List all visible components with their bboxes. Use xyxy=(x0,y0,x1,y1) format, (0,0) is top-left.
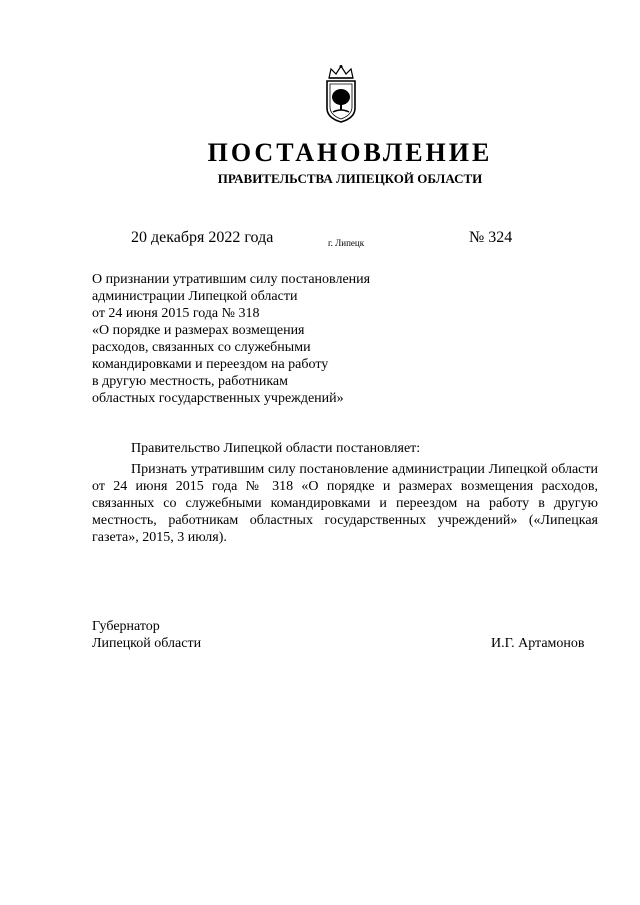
signer-position-line: Липецкой области xyxy=(92,636,202,651)
preamble: Правительство Липецкой области постановляет: xyxy=(131,441,421,456)
document-number: № 324 xyxy=(469,229,513,246)
subject-line: расходов, связанных со служебными xyxy=(92,340,311,355)
subject-line: от 24 июня 2015 года № 318 xyxy=(92,306,260,321)
subject-line: в другую местность, работникам xyxy=(92,374,288,389)
document-subtitle: ПРАВИТЕЛЬСТВА ЛИПЕЦКОЙ ОБЛАСТИ xyxy=(217,171,483,186)
signer-position xyxy=(92,618,201,652)
subject-line: администрации Липецкой области xyxy=(92,289,298,304)
emblem-icon xyxy=(321,64,361,124)
subject-line: областных государственных учреждений» xyxy=(92,391,344,406)
document-city: г. Липецк xyxy=(328,238,365,248)
document-title: ПОСТАНОВЛЕНИЕ xyxy=(207,138,493,167)
document-date: 20 декабря 2022 года xyxy=(131,229,274,246)
subject-line: О признании утратившим силу постановления xyxy=(92,272,371,287)
document-subject xyxy=(92,271,412,407)
signer-position-line: Губернатор xyxy=(92,619,160,634)
subject-line: «О порядке и размерах возмещения xyxy=(92,323,305,338)
signer-name: И.Г. Артамонов xyxy=(491,636,585,651)
subject-line: командировками и переездом на работу xyxy=(92,357,329,372)
body-paragraph: Признать утратившим силу постановление администрации Липецкой области от 24 июня 2015 года № 318 «О порядке и размерах возмещения расходов, связанных со служебными командировками и переездом на работу в другую местность, работникам областных государственных учреждений» («Липецкая газета», 2015, 3 июля). xyxy=(92,462,598,545)
